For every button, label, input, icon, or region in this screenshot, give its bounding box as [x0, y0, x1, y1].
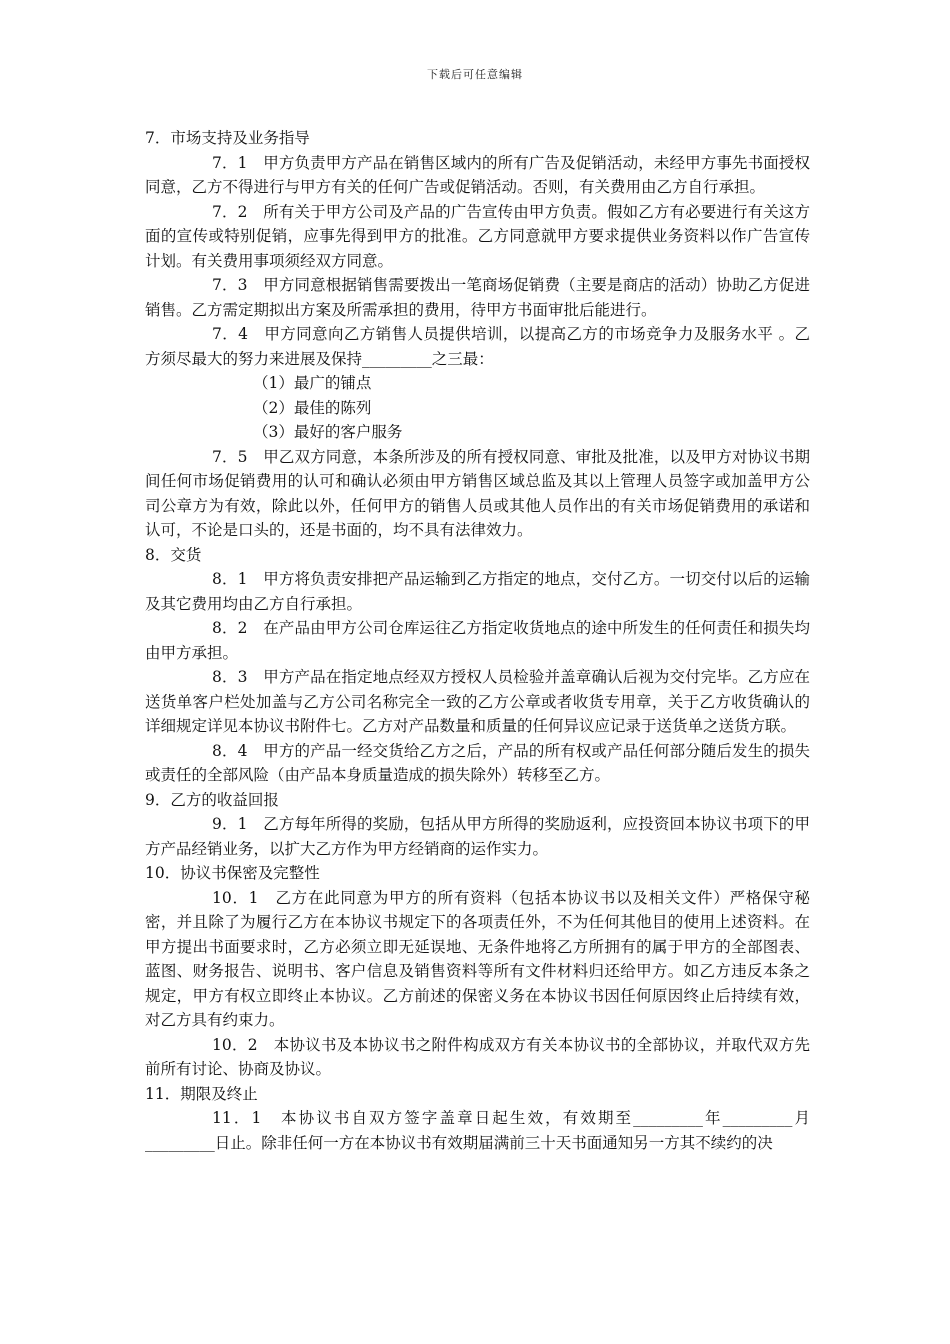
clause: 7．3 甲方同意根据销售需要拨出一笔商场促销费（主要是商店的活动）协助乙方促进销售。乙方需定期拟出方案及所需承担的费用，待甲方书面审批后能进行。	[145, 276, 810, 319]
clause: 7．5 甲乙双方同意，本条所涉及的所有授权同意、审批及批准，以及甲方对协议书期间任何市场促销费用的认可和确认必须由甲方销售区域总监及其以上管理人员签字或加盖甲方公司公章方为有效，除此以外，任何甲方的销售人员或其他人员作出的有关市场促销费用的承诺和认可，不论是口头的，还是书面的，均不具有法律效力。	[145, 447, 810, 539]
clause: 7．1 甲方负责甲方产品在销售区域内的所有广告及促销活动，未经甲方事先书面授权同意，乙方不得进行与甲方有关的任何广告或促销活动。否则，有关费用由乙方自行承担。	[145, 153, 810, 196]
section-heading: 9．乙方的收益回报	[145, 790, 279, 809]
clause: 11．1 本协议书自双方签字盖章日起生效，有效期至_________年_________月_________日止。除非任何一方在本协议书有效期届满前三十天书面通知另一方其不续约的决	[145, 1109, 810, 1152]
section-heading: 7．市场支持及业务指导	[145, 129, 310, 147]
clause: 9．1 乙方每年所得的奖励，包括从甲方所得的奖励返利，应投资回本协议书项下的甲方产品经销业务，以扩大乙方作为甲方经销商的运作实力。	[145, 815, 810, 858]
clause: 8．3 甲方产品在指定地点经双方授权人员检验并盖章确认后视为交付完毕。乙方应在送货单客户栏处加盖与乙方公司名称完全一致的乙方公章或者收货专用章，关于乙方收货确认的详细规定详见本协议书附件七。乙方对产品数量和质量的任何异议应记录于送货单之送货方联。	[145, 668, 810, 735]
section-heading: 11．期限及终止	[145, 1084, 258, 1103]
clause: 10．2 本协议书及本协议书之附件构成双方有关本协议书的全部协议，并取代双方先前所有讨论、协商及协议。	[145, 1035, 810, 1078]
clause: 8．4 甲方的产品一经交货给乙方之后，产品的所有权或产品任何部分随后发生的损失或责任的全部风险（由产品本身质量造成的损失除外）转移至乙方。	[145, 741, 810, 784]
clause: 8．1 甲方将负责安排把产品运输到乙方指定的地点，交付乙方。一切交付以后的运输及其它费用均由乙方自行承担。	[145, 570, 810, 613]
clause: 8．2 在产品由甲方公司仓库运往乙方指定收货地点的途中所发生的任何责任和损失均由甲方承担。	[145, 619, 810, 662]
list-item: （2）最佳的陈列	[253, 398, 372, 417]
list-item: （3）最好的客户服务	[253, 423, 403, 441]
section-heading: 10．协议书保密及完整性	[145, 864, 320, 882]
clause: 10．1 乙方在此同意为甲方的所有资料（包括本协议书以及相关文件）严格保守秘密，并且除了为履行乙方在本协议书规定下的各项责任外，不为任何其他目的使用上述资料。在甲方提出书面要求时，乙方必须立即无延误地、无条件地将乙方所拥有的属于甲方的全部图表、蓝图、财务报告、说明书、客户信息及销售资料等所有文件材料归还给甲方。如乙方违反本条之规定，甲方有权立即终止本协议。乙方前述的保密义务在本协议书因任何原因终止后持续有效，对乙方具有约束力。	[145, 888, 810, 1029]
document-body	[145, 126, 810, 1155]
clause: 7．4 甲方同意向乙方销售人员提供培训，以提高乙方的市场竞争力及服务水平 。乙方须尽最大的努力来进展及保持_________之三最：	[145, 325, 810, 368]
page-header: 下载后可任意编辑	[427, 68, 523, 81]
list-item: （1）最广的铺点	[253, 374, 372, 392]
clause: 7．2 所有关于甲方公司及产品的广告宣传由甲方负责。假如乙方有必要进行有关这方面的宣传或特别促销，应事先得到甲方的批准。乙方同意就甲方要求提供业务资料以作广告宣传计划。有关费用事项须经双方同意。	[145, 202, 810, 270]
section-heading: 8．交货	[145, 545, 202, 564]
